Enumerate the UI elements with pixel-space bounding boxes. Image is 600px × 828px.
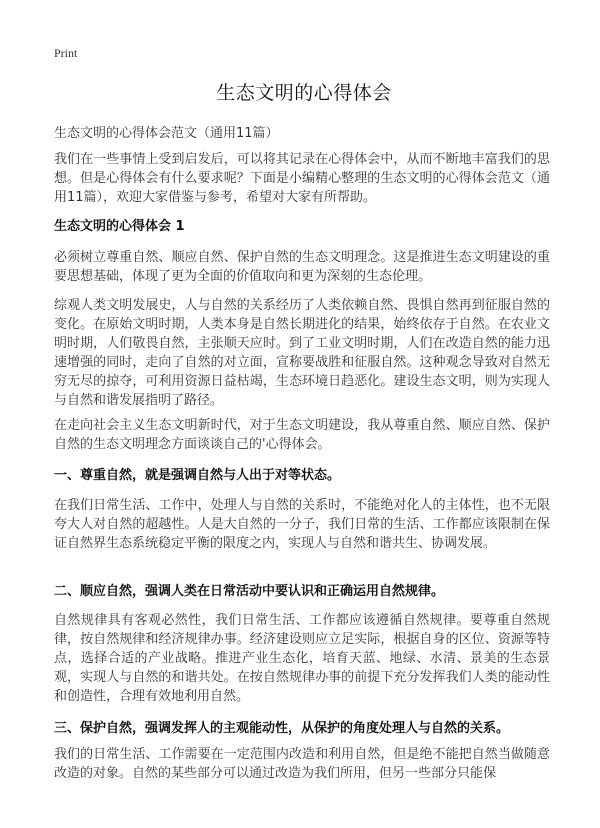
subtitle: 生态文明的心得体会范文（通用11篇） bbox=[54, 126, 279, 141]
section-title: 生态文明的心得体会 1 bbox=[54, 219, 185, 234]
intro-paragraph: 我们在一些事情上受到启发后，可以将其记录在心得体会中，从而不断地丰富我们的思想。但是心得体会有什么要求呢？下面是小编精心整理的生态文明的心得体会范文（通用11篇），欢迎大家借鉴与参考，希望对大家有所帮助。 bbox=[54, 152, 550, 205]
paragraph-4: 在我们日常生活、工作中，处理人与自然的关系时，不能绝对化人的主体性，也不无限夸大人对自然的超越性。人是大自然的一分子，我们日常的生活、工作都应该限制在保证自然界生态系统稳定平衡的限度之内，实现人与自然和谐共生、协调发展。 bbox=[54, 498, 550, 551]
paragraph-3: 在走向社会主义生态文明新时代，对于生态文明建设，我从尊重自然、顺应自然、保护自然的生态文明理念方面谈谈自己的'心得体会。 bbox=[54, 418, 550, 452]
paragraph-2: 综观人类文明发展史，人与自然的关系经历了人类依赖自然、畏惧自然再到征服自然的变化。在原始文明时期，人类本身是自然长期进化的结果，始终依存于自然。在农业文明时期，人们敬畏自然，主张顺天应时。到了工业文明时期，人们在改造自然的能力迅速增强的同时，走向了自然的对立面，宣称要战胜和征服自然。这种观念导致对自然无穷无尽的掠夺，可利用资源日益枯竭，生态环境日趋恶化。建设生态文明，则为实现人与自然和谐发展指明了路径。 bbox=[54, 298, 550, 408]
paragraph-6: 我们的日常生活、工作需要在一定范围内改造和利用自然，但是绝不能把自然当做随意改造的对象。自然的某些部分可以通过改造为我们所用，但另一些部分只能保 bbox=[54, 747, 550, 781]
print-link[interactable]: Print bbox=[54, 46, 78, 60]
paragraph-5: 自然规律具有客观必然性，我们日常生活、工作都应该遵循自然规律。要尊重自然规律，按自然规律和经济规律办事。经济建设则应立足实际，根据自身的区位、资源等特点，选择合适的产业战略。推进产业生态化，培育天蓝、地绿、水清、景美的生态景观，实现人与自然的和谐共处。在按自然规律办事的前提下充分发挥我们人类的能动性和创造性，合理有效地利用自然。 bbox=[54, 613, 550, 704]
page-title: 生态文明的心得体会 bbox=[216, 82, 392, 104]
heading-3: 三、保护自然，强调发挥人的主观能动性，从保护的角度处理人与自然的关系。 bbox=[54, 721, 510, 736]
heading-2: 二、顺应自然，强调人类在日常活动中要认识和正确运用自然规律。 bbox=[54, 584, 445, 599]
paragraph-1: 必须树立尊重自然、顺应自然、保护自然的生态文明理念。这是推进生态文明建设的重要思想基础，体现了更为全面的价值取向和更为深刻的生态伦理。 bbox=[54, 250, 550, 284]
heading-1: 一、尊重自然，就是强调自然与人出于对等状态。 bbox=[54, 468, 341, 483]
